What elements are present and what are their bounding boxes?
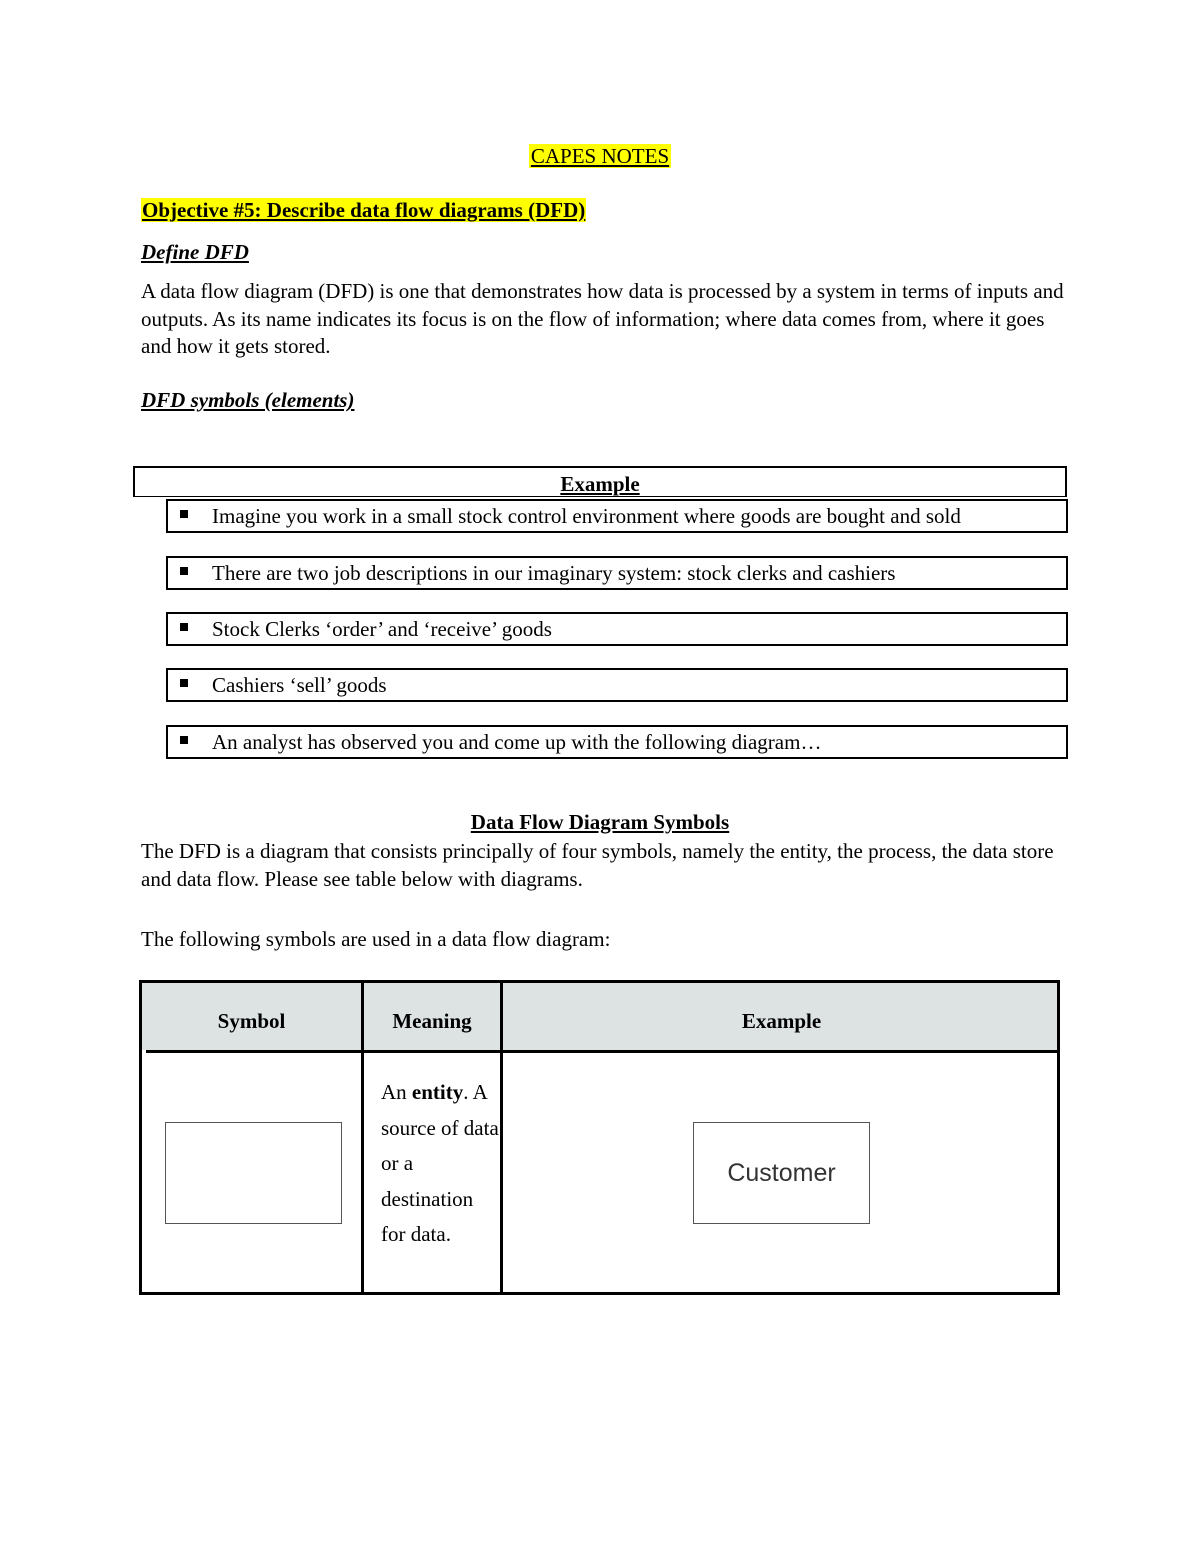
dfd-symbols-lead: The following symbols are used in a data flow diagram: — [141, 927, 611, 951]
example-bullet — [166, 499, 1068, 533]
symbols-table — [139, 980, 1060, 1295]
example-bullet-text: Stock Clerks ‘order’ and ‘receive’ goods — [212, 617, 552, 641]
example-bullet — [166, 725, 1068, 759]
example-bullet-text: An analyst has observed you and come up with the following diagram… — [212, 730, 822, 754]
meaning-term: entity — [411, 1080, 464, 1104]
define-dfd-heading: Define DFD — [141, 240, 249, 264]
objective-text: Objective #5: Describe data flow diagrams (DFD) — [142, 198, 586, 222]
objective-heading — [141, 197, 586, 223]
example-bullet-text: There are two job descriptions in our imaginary system: stock clerks and cashiers — [212, 561, 896, 585]
example-bullet-text: Cashiers ‘sell’ goods — [212, 673, 387, 697]
dfd-symbols-title: Data Flow Diagram Symbols — [470, 810, 730, 834]
entity-rectangle-symbol — [165, 1122, 342, 1224]
example-bullet-text: Imagine you work in a small stock control environment where goods are bought and sold — [212, 504, 961, 528]
table-header-meaning: Meaning — [392, 1009, 472, 1033]
define-dfd-paragraph: A data flow diagram (DFD) is one that demonstrates how data is processed by a system in terms of inputs and outputs. As its name indicates its focus is on the flow of information; where data comes from, where it goes and how it gets stored. — [141, 279, 1064, 358]
table-header-example: Example — [741, 1009, 822, 1033]
bullet-square-icon — [180, 567, 188, 575]
bullet-square-icon — [180, 510, 188, 518]
page-title — [0, 143, 1200, 169]
example-bullet — [166, 668, 1068, 702]
example-bullet — [166, 612, 1068, 646]
bullet-square-icon — [180, 736, 188, 744]
table-header-symbol: Symbol — [217, 1009, 286, 1033]
entity-example-label: Customer — [727, 1158, 836, 1187]
meaning-description: . A source of data or a destination for data. — [381, 1080, 499, 1246]
example-bullet — [166, 556, 1068, 590]
table-cell-meaning — [381, 1075, 499, 1253]
example-title: Example — [560, 472, 640, 496]
meaning-prefix: An — [381, 1080, 412, 1104]
bullet-square-icon — [180, 623, 188, 631]
entity-example-box — [693, 1122, 870, 1224]
bullet-square-icon — [180, 679, 188, 687]
dfd-symbols-intro: The DFD is a diagram that consists principally of four symbols, namely the entity, the process, the data store and data flow. Please see table below with diagrams. — [141, 839, 1054, 891]
dfd-symbols-heading: DFD symbols (elements) — [141, 388, 355, 412]
table-header-divider — [146, 1050, 1057, 1053]
page-title-text: CAPES NOTES — [530, 144, 670, 168]
